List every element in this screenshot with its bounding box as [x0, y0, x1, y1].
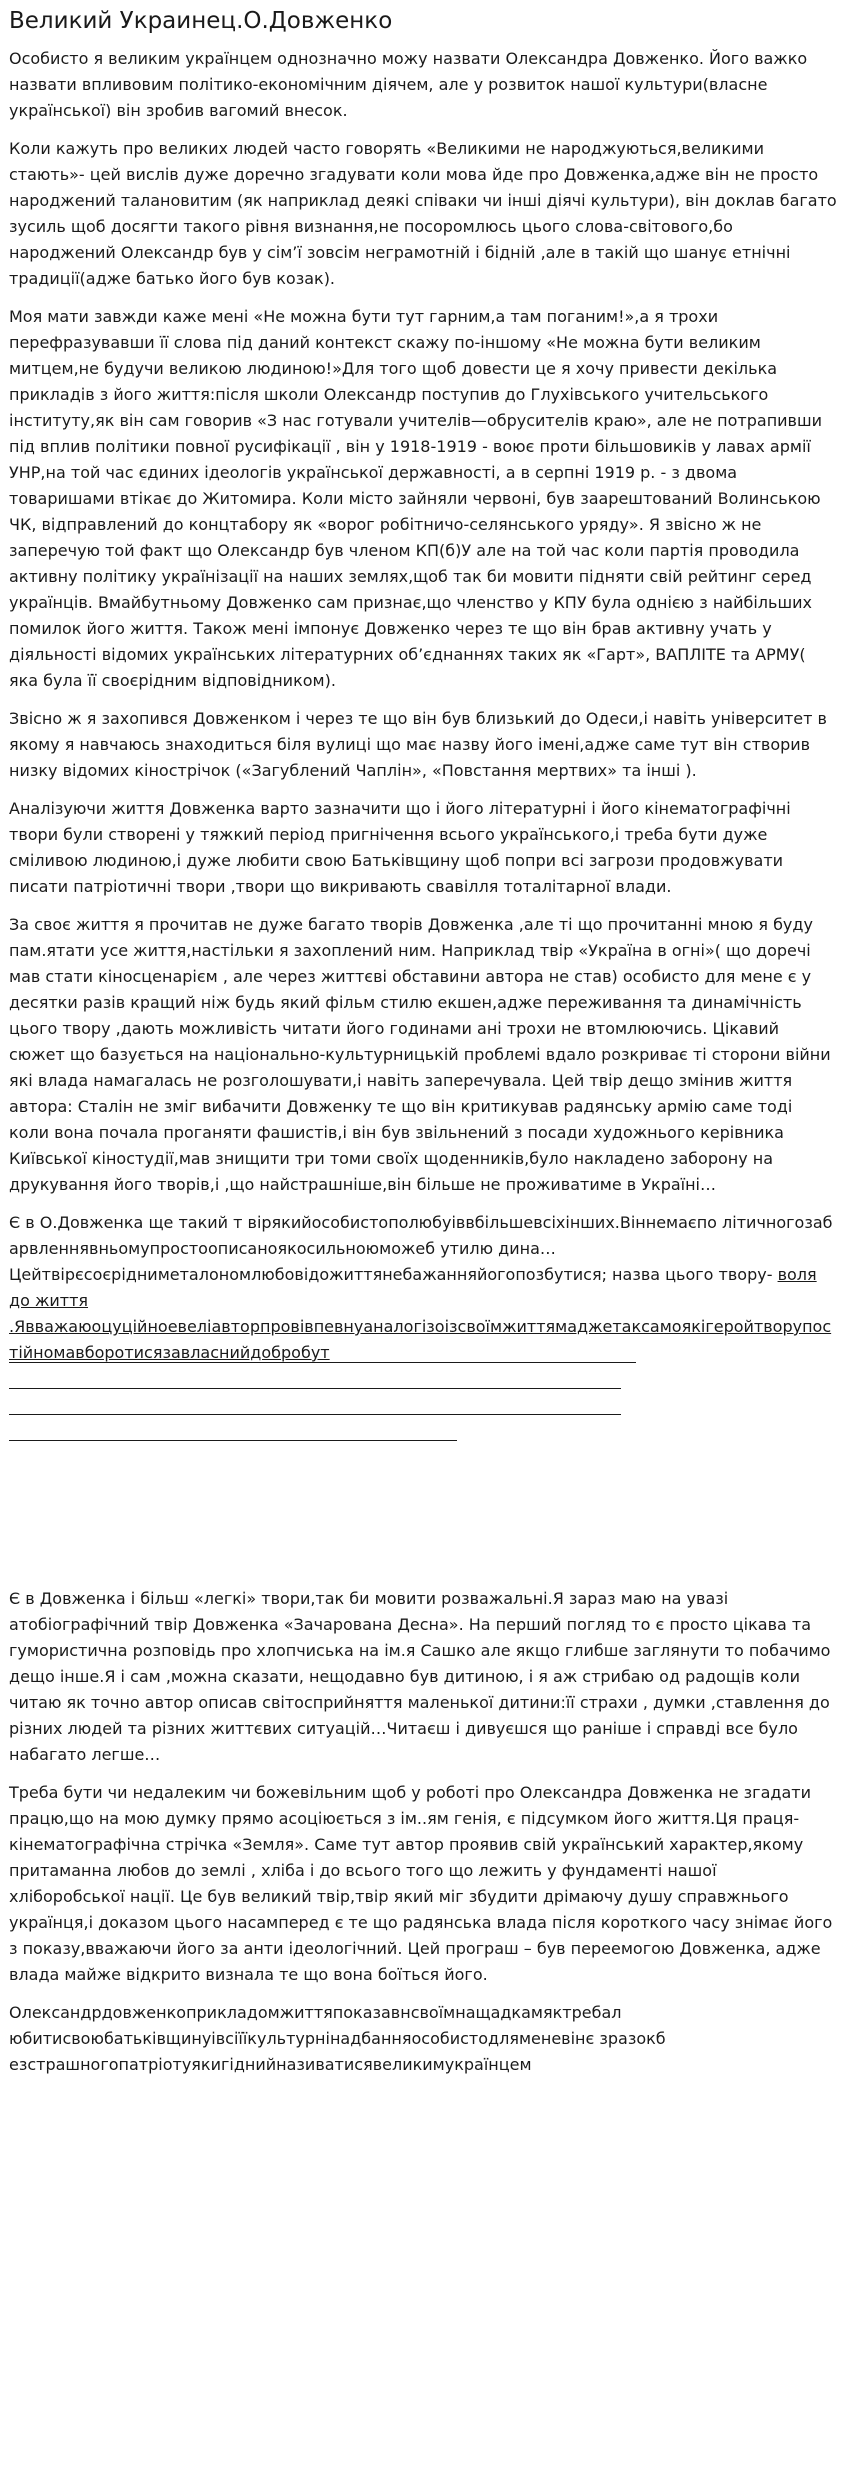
- blank-line: [9, 1414, 621, 1415]
- will-to-live-underlined: воля до життя .Явважаюоцуційноевеліавторпровівпевнуаналогізоізсвоїмжиттямаджетаксамоякігеройтворупостійномавборотисязавласнийдобробут: [9, 1265, 832, 1362]
- blank-line: [9, 1388, 621, 1389]
- paragraph-ukraine-in-fire: За своє життя я прочитав не дуже багато творів Довженка ,але ті що прочитанні мною я буду пам.ятати усе життя,настільки я захоплений ним. Наприклад твір «Україна в огні»( що доречі мав стати кіносценарієм , але через життєві обставини автора не став) особисто для мене є у десятки разів кращий ніж будь який фільм стилю екшен,адже переживання та динамічність цього твору ,дають можливість читати його годинами ані трохи не втомлюючись. Цікавий сюжет що базується на національно-культурницькій проблемі вдало розкриває ті сторони війни які влада намагалась не розголошувати,і навіть заперечувала. Цей твір дещо змінив життя автора: Сталін не зміг вибачити Довженку те що він критикував радянську армію саме тоді коли вона почала проганяти фашистів,і він був звільнений з посади художнього керівника Київської кіностудії,мав знищити три томи своїх щоденників,було накладено заборону на друкування його творів,і ,що найстрашніше,він більше не проживатиме в Україні…: [9, 915, 831, 1194]
- blank-line: [9, 1440, 457, 1441]
- will-to-live-text: Є в О.Довженка ще такий т вірякийособистополюбуіввбільшевсіхінших.Віннемаєпо літичногозаб арвленнявньомупростоописаноякосильноюможеб утилю дина…Цейтвірєсоєрідниметалономлюбовідожиттянебажанняйогопозбутися; назва цього твору-: [9, 1213, 833, 1284]
- paragraph-will-to-live: [9, 1210, 837, 1366]
- blank-lines: [9, 1362, 837, 1441]
- document-title: Великий Украинец.О.Довженко: [9, 8, 393, 34]
- paragraph-odesa: Звісно ж я захопився Довженком і через те що він був близький до Одеси,і навіть університет в якому я навчаюсь знаходиться біля вулиці що має назву його імені,адже саме тут він створив низку відомих кінострічок («Загублений Чаплін», «Повстання мертвих» та інші ).: [9, 709, 827, 780]
- paragraph-mother-quote: Моя мати завжди каже мені «Не можна бути тут гарним,а там поганим!»,а я трохи перефразувавши її слова під даний контекст скажу по-іншому «Не можна бути великим митцем,не будучи великою людиною!»Для того щоб довести це я хочу привести декілька прикладів з його життя:після школи Олександр поступив до Глухівського учительського інституту,як він сам говорив «З нас готували учителів—обрусителів краю», але не потрапивши під вплив політики повної русифікації , він у 1918-1919 - воює проти більшовиків у лавах армії УНР,на той час єдиних ідеологів української державності, а в серпні 1919 р. - з двома товаришами втікає до Житомира. Коли місто зайняли червоні, був заарештований Волинською ЧК, відправлений до концтабору як «ворог робітничо-селянського уряду». Я звісно ж не заперечую той факт що Олександр був членом КП(б)У але на той час коли партія проводила активну політику українізації на наших землях,щоб так би мовити підняти свій рейтинг серед українців. Вмайбутньому Довженко сам признає,що членство у КПУ була однією з найбільших помилок його життя. Також мені імпонує Довженко через те що він брав активну учать у діяльності відомих українських літературних об’єднаннях таких як «Гарт», ВАПЛІТЕ та АРМУ( яка була її своєрідним відповідником).: [9, 307, 823, 690]
- paragraph-desna: Є в Довженка і більш «легкі» твори,так би мовити розважальні.Я зараз маю на увазі атобіографічний твір Довженка «Зачарована Десна». На перший погляд то є просто цікава та гумористична розповідь про хлопчиська на ім.я Сашко але якщо глибше заглянути то побачимо дещо інше.Я і сам ,можна сказати, нещодавно був дитиною, і я аж стрибаю од радощів коли читаю як точно автор описав світосприйняття маленької дитини:її страхи , думки ,ставлення до різних людей та різних життєвих ситуацій…Читаєш і дивуєшся що раніше і справді все було набагато легше…: [9, 1589, 831, 1764]
- paragraph-closing: Олександрдовженкоприкладомжиттяпоказавнсвоїмнащадкамяктребал юбитисвоюбатьківщинуівсіїїкультурнінадбанняособистодляменевінє зразокб езстрашногопатріотуякигіднийназиватисявеликимукраїнцем: [9, 2003, 666, 2074]
- blank-space: [9, 1466, 837, 1586]
- paragraph-analysis: Аналізуючи життя Довженка варто зазначити що і його літературні і його кінематографічні твори були створені у тяжкий період пригнічення всього українського,і треба бути дуже сміливою людиною,і дуже любити свою Батьківщину щоб попри всі загрози продовжувати писати патріотичні твори ,твори що викривають свавілля тоталітарної влади.: [9, 799, 791, 896]
- paragraph-intro: Особисто я великим українцем однозначно можу назвати Олександра Довженко. Його важко назвати впливовим політико-економічним діячем, але у розвиток нашої культури(власне української) він зробив вагомий внесок.: [9, 49, 808, 120]
- paragraph-great-people: Коли кажуть про великих людей часто говорять «Великими не народжуються,великими стають»- цей вислів дуже доречно згадувати коли мова йде про Довженка,адже він не просто народжений талановитим (як наприклад деякі співаки чи інші діячі культури), він доклав багато зусиль щоб досягти такого рівня визнання,не посоромлюсь цього слова-світового,бо народжений Олександр був у сім’ї зовсім неграмотній і бідній ,але в такій що шанує етнічні традиції(адже батько його був козак).: [9, 139, 837, 288]
- paragraph-earth: Треба бути чи недалеким чи божевільним щоб у роботі про Олександра Довженка не згадати працю,що на мою думку прямо асоціюється з ім..ям генія, є підсумком його життя.Ця праця-кінематографічна стрічка «Земля». Саме тут автор проявив свій український характер,якому притаманна любов до землі , хліба і до всього того що лежить у фундаменті нашої хліборобської нації. Це був великий твір,твір який міг збудити дрімаючу душу справжнього українця,і доказом цього насамперед є те що радянська влада після короткого часу знімає його з показу,вважаючи його за анти ідеологічний. Цей програш – був переемогою Довженка, адже влада майже відкрито визнала те що вона боїться його.: [9, 1783, 833, 1984]
